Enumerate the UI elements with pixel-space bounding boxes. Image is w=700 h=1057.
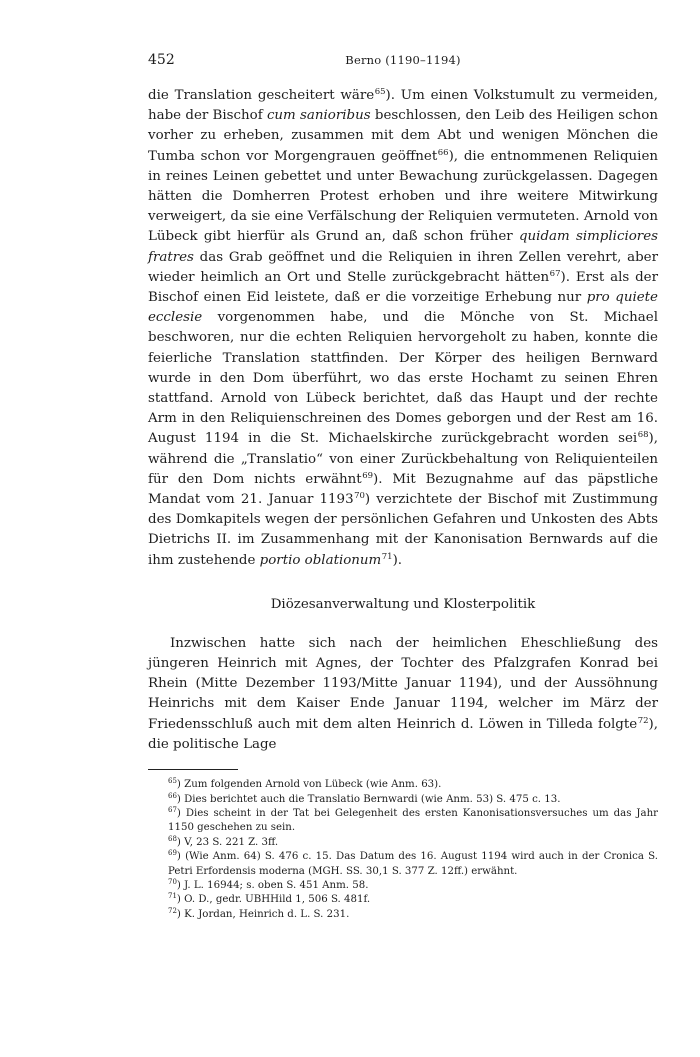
footnote-number: 69 xyxy=(168,849,177,858)
footnote-reference: 69 xyxy=(362,470,374,481)
footnote-text: ) O. D., gedr. UBHHild 1, 506 S. 481f. xyxy=(176,894,371,906)
running-head: Berno (1190–1194) xyxy=(345,53,461,67)
footnote-number: 68 xyxy=(168,834,177,843)
text-run: beschlossen, den Leib des Heiligen schon vorher zu erheben, zusammen mit dem Abt und wenigen Mönchen die Tumba schon vor Morgengrauen geöffnet xyxy=(148,108,658,164)
footnote-text: ) Zum folgenden Arnold von Lübeck (wie Anm. 63). xyxy=(176,779,442,791)
text-run: Inzwischen hatte sich nach der heimlichen Eheschließung des jüngeren Heinrich mit Agnes, der Tochter des Pfalzgrafen Konrad bei Rhein (Mitte Dezember 1193/Mitte Januar 1194), und der Aussöhnung Heinrichs mit dem Kaiser Ende Januar 1194, welcher im März der Friedensschluß auch mit dem alten Heinrich d. Löwen in Tilleda folgte xyxy=(148,635,658,732)
text-run: ). xyxy=(392,552,403,568)
footnote-number: 70 xyxy=(168,877,177,886)
footnote-number: 65 xyxy=(168,777,177,786)
text-run: vorgenommen habe, und die Mönche von St. Michael beschworen, nur die echten Reliquien hervorgeholt zu haben, konnte die feierliche Translation stattfinden. Der Körper des heiligen Bernward wurde in den Dom überführt, wo das erste Hochamt zu seinen Ehren stattfand. Arnold von Lübeck berichtet, daß das Haupt und der rechte Arm in den Reliquienschreinen des Domes geborgen und der Rest am 16. August 1194 in die St. Michaelskirche zurückgebracht worden sei xyxy=(148,310,658,447)
footnote-reference: 72 xyxy=(637,715,649,726)
text-run: das Grab geöffnet und die Reliquien in ihren Zellen verehrt, aber wieder heimlich an Ort und Stelle zurückgebracht hätten xyxy=(148,249,658,285)
text-run: die Translation gescheitert wäre xyxy=(148,88,375,103)
footnote xyxy=(148,836,658,850)
footnote xyxy=(148,793,658,807)
footnote xyxy=(148,879,658,893)
footnote-reference: 65 xyxy=(374,87,386,97)
footnote-text: ) Dies scheint in der Tat bei Gelegenheit des ersten Kanonisationsversuches um das Jahr 1150 geschehen zu sein. xyxy=(168,807,658,834)
text-run: ) verzichtete der Bischof mit Zustimmung des Domkapitels wegen der persönlichen Gefahren und Unkosten des Abts Dietrichs II. im Zusammenhang mit der Kanonisation Bernwards auf die ihm zustehende xyxy=(148,492,658,568)
footnote-number: 71 xyxy=(168,892,177,901)
text-run: ), die politische Lage xyxy=(148,716,658,752)
document-page xyxy=(148,52,658,922)
footnote-text: ) J. L. 16944; s. oben S. 451 Anm. 58. xyxy=(176,879,369,891)
footnote xyxy=(148,778,658,792)
footnotes xyxy=(148,778,658,922)
italic-phrase: quidam simpliciores fratres xyxy=(148,229,658,265)
body-paragraph-1 xyxy=(148,86,658,571)
footnote-separator xyxy=(148,769,238,770)
text-run: ). Mit Bezugnahme auf das päpstliche Mandat vom 21. Januar 1193 xyxy=(148,471,659,508)
page-header xyxy=(148,52,658,86)
text-run: ), während die „Translatio“ von einer Zurückbehaltung von Reliquienteilen für den Dom nichts erwähnt xyxy=(148,431,658,487)
footnote xyxy=(148,850,658,879)
section-heading: Diözesanverwaltung und Klosterpolitik xyxy=(270,596,536,612)
footnote-reference: 68 xyxy=(637,430,649,441)
text-run: ), die entnommenen Reliquien in reines Leinen gebettet und unter Bewachung zurückgelassen. Dagegen hätten die Domherren Protest erhoben und ihre weitere Mitwirkung verweigert, da sie eine Verfälschung der Reliquien vermuteten. Arnold von Lübeck gibt hierfür als Grund an, daß schon früher xyxy=(148,148,658,245)
footnote xyxy=(148,893,658,907)
page-number: 452 xyxy=(148,52,175,68)
footnote-text: ) K. Jordan, Heinrich d. L. S. 231. xyxy=(176,908,350,920)
body-paragraph-2 xyxy=(148,634,658,755)
italic-phrase: pro quiete ecclesie xyxy=(148,290,658,326)
footnote xyxy=(148,908,658,922)
footnote-text: ) Dies berichtet auch die Translatio Bernwardi (wie Anm. 53) S. 475 c. 13. xyxy=(176,793,561,805)
text-run: ). Erst als der Bischof einen Eid leistete, daß er die vorzeitige Erhebung nur xyxy=(148,269,659,306)
footnote-reference: 67 xyxy=(549,268,561,279)
footnote-reference: 70 xyxy=(354,491,365,502)
italic-phrase: portio oblationum xyxy=(259,552,382,568)
italic-phrase: cum sanioribus xyxy=(266,108,371,124)
footnote-text: ) (Wie Anm. 64) S. 476 c. 15. Das Datum des 16. August 1194 wird auch in der Cronica S. Petri Erfordensis moderna (MGH. SS. 30,1 S. 377 Z. 12ff.) erwähnt. xyxy=(168,851,658,877)
footnote-reference: 71 xyxy=(381,551,393,562)
footnote-text: ) V, 23 S. 221 Z. 3ff. xyxy=(176,836,279,848)
footnote xyxy=(148,807,658,836)
text-run: ). Um einen Volkstumult zu vermeiden, habe der Bischof xyxy=(148,88,658,124)
footnote-number: 72 xyxy=(168,906,177,915)
footnote-number: 67 xyxy=(168,805,177,814)
footnote-reference: 66 xyxy=(437,147,449,158)
footnote-number: 66 xyxy=(168,791,177,800)
